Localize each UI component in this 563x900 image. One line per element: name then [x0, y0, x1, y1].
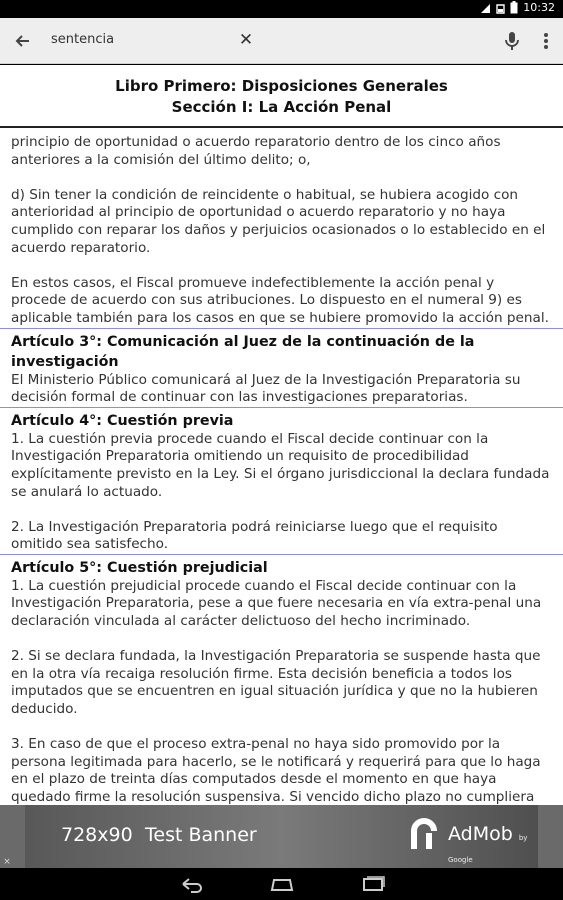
- reader-content[interactable]: [0, 65, 563, 805]
- more-vertical-icon: [539, 30, 553, 52]
- paragraph: d) Sin tener la condición de reincidente o habitual, se hubiera acogido con anterioridad al principio de oportunidad o acuerdo reparatorio y no haya cumplido con reparar los daños y perjuicios ocasionados o lo establecido en el acuerdo reparatorio.: [11, 186, 546, 256]
- paragraph: principio de oportunidad o acuerdo reparatorio dentro de los cinco años anteriores a la comisión del último delito; o,: [11, 134, 501, 168]
- article-title: Artículo 3°: Comunicación al Juez de la continuación de la investigación: [11, 333, 475, 370]
- ad-title: Test Banner: [145, 824, 257, 846]
- ad-brand: [448, 823, 538, 867]
- paragraph: 3. En caso de que el proceso extra-penal no haya sido promovido por la persona legitimada para hacerlo, se le notificará y requerirá para que lo haga en el plazo de treinta días computados desde el momento en que haya quedado firme la resolución suspensiva. Si vencido dicho plazo no cumpliera: [11, 736, 541, 805]
- wifi-icon: [496, 2, 505, 14]
- overflow-menu-button[interactable]: [539, 30, 553, 52]
- admob-logo-icon: [406, 819, 442, 855]
- ad-banner[interactable]: [0, 805, 563, 868]
- status-time: 10:32: [523, 1, 555, 14]
- ad-close-button[interactable]: [2, 857, 12, 867]
- arrow-left-icon: [10, 29, 36, 53]
- paragraph: 2. Si se declara fundada, la Investigación Preparatoria se suspende hasta que en la otra vía recaiga resolución firme. Esta decisión beneficia a todos los imputados que se encuentren en igual situación jurídica y que no la hubieren deducido.: [11, 648, 541, 718]
- voice-search-button[interactable]: [503, 30, 521, 52]
- book-title: Libro Primero: Disposiciones Generales: [115, 77, 448, 95]
- article-title: Artículo 4°: Cuestión previa: [11, 412, 234, 429]
- home-icon: [268, 874, 296, 894]
- paragraph: 1. La cuestión previa procede cuando el Fiscal decide continuar con la Investigación Preparatoria omitiendo un requisito de procedibilidad explícitamente previsto en la Ley. Si el órgano jurisdiccional la declara fundada se anulará lo actuado.: [11, 430, 550, 500]
- microphone-icon: [503, 30, 521, 52]
- back-icon: [177, 874, 205, 894]
- close-icon: ✕: [238, 30, 254, 50]
- battery-icon: [510, 1, 518, 14]
- clear-search-button[interactable]: [236, 29, 256, 51]
- nav-back-button[interactable]: [177, 874, 205, 894]
- article-title: Artículo 5°: Cuestión prejudicial: [11, 559, 268, 576]
- paragraph: En estos casos, el Fiscal promueve indefectiblemente la acción penal y procede de acuerdo con sus atribuciones. Lo dispuesto en el numeral 9) es aplicable también para los casos en que se hubiere promovido la acción penal.: [11, 274, 549, 326]
- section-header: [0, 65, 563, 128]
- nav-recents-button[interactable]: [359, 874, 387, 894]
- ad-size-label: 728x90: [61, 824, 133, 846]
- nav-home-button[interactable]: [268, 874, 296, 894]
- section-title: Sección I: La Acción Penal: [171, 98, 392, 116]
- status-icons: [479, 1, 555, 14]
- status-bar: [0, 0, 563, 18]
- back-button[interactable]: [10, 29, 36, 53]
- ad-brand-name: AdMob: [448, 823, 513, 845]
- search-bar: [0, 18, 563, 64]
- paragraph: El Ministerio Público comunicará al Juez de la Investigación Preparatoria su decisión formal de continuar con las investigaciones preparatorias.: [11, 371, 521, 406]
- paragraph: 1. La cuestión prejudicial procede cuando el Fiscal decide continuar con la Investigación Preparatoria, pese a que fuere necesaria en vía extra-penal una declaración vinculada al carácter delictuoso del hecho incriminado.: [11, 577, 542, 630]
- recents-icon: [359, 874, 387, 894]
- article-body: [0, 128, 563, 842]
- ad-content[interactable]: [25, 805, 538, 868]
- close-icon: ×: [3, 857, 11, 867]
- paragraph: 2. La Investigación Preparatoria podrá reiniciarse luego que el requisito omitido sea satisfecho.: [11, 518, 498, 553]
- search-input[interactable]: sentencia: [51, 32, 115, 47]
- navigation-bar: [0, 868, 563, 900]
- ad-brand-sub: by Google: [448, 834, 528, 864]
- signal-icon: [479, 2, 491, 14]
